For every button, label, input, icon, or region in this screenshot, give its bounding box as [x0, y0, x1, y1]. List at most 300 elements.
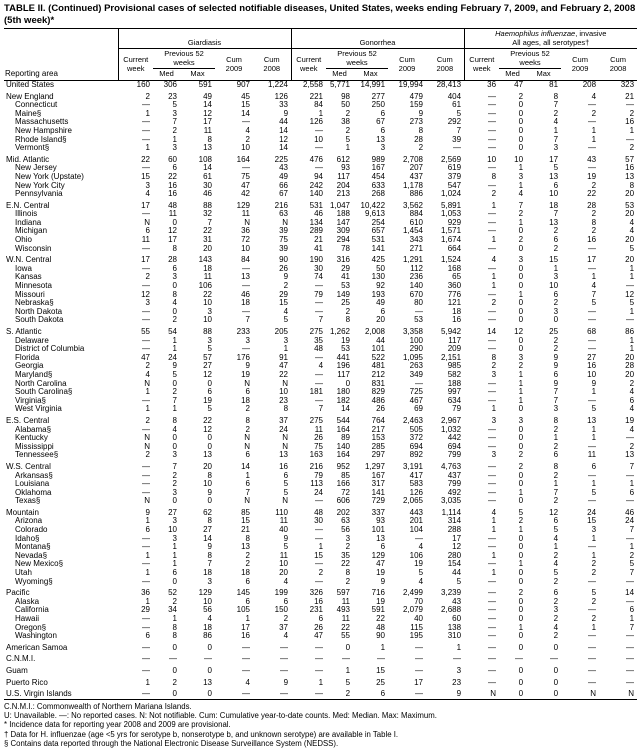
- value-cell: 5: [283, 488, 289, 497]
- value-cell: 2: [518, 461, 524, 471]
- value-cell: —: [488, 461, 497, 471]
- value-cell: N: [244, 442, 250, 451]
- value-cell: —: [315, 689, 324, 699]
- value-cell: —: [415, 689, 424, 699]
- value-cell: 4: [518, 190, 524, 199]
- value-cell: 1: [629, 264, 635, 273]
- value-cell: 1: [518, 623, 524, 632]
- value-cell: 7: [591, 290, 597, 299]
- table-row: [4, 480, 637, 489]
- value-cell: 7: [172, 118, 177, 127]
- value-cell: 90: [376, 632, 386, 641]
- table-row: [4, 236, 637, 245]
- current-week-header: Current week: [291, 49, 326, 81]
- value-cell: 8: [207, 517, 212, 526]
- value-cell: 1: [491, 200, 497, 210]
- value-cell: 2: [172, 316, 177, 325]
- value-cell: 4: [318, 362, 324, 371]
- value-cell: 5: [629, 244, 635, 253]
- value-cell: 39: [279, 244, 289, 253]
- value-cell: 8: [491, 353, 497, 362]
- value-cell: 1: [145, 388, 150, 397]
- table-row: [4, 316, 637, 325]
- value-cell: 1: [629, 126, 635, 135]
- value-cell: —: [626, 282, 635, 291]
- value-cell: 28: [625, 362, 635, 371]
- value-cell: 20: [625, 353, 635, 362]
- value-cell: 829: [371, 388, 386, 397]
- value-cell: 4: [172, 425, 177, 434]
- value-cell: 17: [414, 677, 424, 687]
- value-cell: 5: [629, 299, 635, 308]
- reporting-area-cell: Wyoming§: [15, 577, 53, 586]
- value-cell: 1: [553, 434, 559, 443]
- table-row: [4, 227, 637, 236]
- reporting-area-cell: Florida: [15, 353, 40, 362]
- value-cell: 18: [241, 569, 250, 578]
- value-cell: 126: [274, 91, 289, 101]
- value-cell: 1: [380, 642, 386, 652]
- max-header: Max: [363, 69, 378, 79]
- value-cell: —: [142, 689, 150, 699]
- value-cell: 0: [207, 497, 212, 506]
- value-cell: —: [488, 227, 497, 236]
- value-cell: —: [488, 642, 497, 652]
- value-cell: 664: [447, 244, 462, 253]
- value-cell: —: [488, 543, 497, 552]
- reporting-area-cell: Vermont§: [15, 144, 50, 153]
- value-cell: 14: [625, 588, 635, 598]
- value-cell: —: [626, 597, 635, 606]
- med-header: Med: [332, 69, 347, 79]
- value-cell: 75: [241, 172, 250, 181]
- value-cell: N: [628, 689, 635, 699]
- value-cell: —: [626, 101, 635, 110]
- value-cell: 985: [447, 362, 462, 371]
- value-cell: —: [588, 632, 597, 641]
- value-cell: 45: [241, 91, 250, 101]
- value-cell: 831: [371, 379, 386, 388]
- value-cell: —: [315, 164, 324, 173]
- value-cell: 1: [629, 543, 635, 552]
- value-cell: 4: [591, 282, 597, 291]
- value-cell: 0: [518, 569, 524, 578]
- value-cell: 0: [553, 642, 559, 652]
- value-cell: 3: [172, 109, 177, 118]
- value-cell: 0: [207, 434, 212, 443]
- value-cell: 3: [145, 299, 150, 308]
- value-cell: 126: [309, 118, 324, 127]
- value-cell: 2: [553, 615, 559, 623]
- value-cell: 12: [203, 109, 212, 118]
- value-cell: 49: [279, 172, 289, 181]
- previous-52-weeks-header: Previous 52 weeks: [326, 49, 388, 69]
- value-cell: —: [488, 244, 497, 253]
- value-cell: —: [142, 534, 150, 543]
- value-cell: 10: [203, 299, 212, 308]
- value-cell: 236: [409, 273, 424, 282]
- reporting-area-cell: Iowa: [15, 264, 32, 273]
- value-cell: 29: [279, 290, 289, 299]
- value-cell: 14: [203, 101, 212, 110]
- value-cell: 1: [553, 126, 559, 135]
- value-cell: 263: [409, 362, 424, 371]
- reporting-area-cell: Idaho§: [15, 534, 40, 543]
- value-cell: 582: [447, 370, 462, 379]
- value-cell: —: [280, 689, 289, 699]
- value-cell: 8: [207, 471, 212, 480]
- value-cell: 10: [241, 144, 250, 153]
- value-cell: 20: [625, 370, 635, 379]
- value-cell: 129: [236, 200, 250, 210]
- value-cell: 2: [491, 362, 497, 371]
- value-cell: 6: [553, 517, 559, 526]
- value-cell: 2: [491, 190, 497, 199]
- value-cell: 2,065: [402, 497, 424, 506]
- value-cell: 209: [447, 345, 462, 354]
- value-cell: 0: [172, 442, 177, 451]
- value-cell: 0: [518, 264, 524, 273]
- value-cell: 1: [172, 405, 177, 414]
- value-cell: 1: [591, 388, 597, 397]
- value-cell: 23: [452, 677, 462, 687]
- value-cell: 0: [207, 379, 212, 388]
- value-cell: 75: [279, 236, 289, 245]
- value-cell: 8: [172, 290, 177, 299]
- value-cell: 168: [447, 264, 462, 273]
- value-cell: 3: [207, 577, 212, 586]
- value-cell: 5: [418, 569, 424, 578]
- value-cell: 1: [283, 345, 289, 354]
- value-cell: 4: [145, 370, 150, 379]
- value-cell: —: [415, 534, 424, 543]
- footnotes: [4, 702, 637, 748]
- value-cell: 1: [172, 560, 177, 569]
- value-cell: 4: [553, 560, 559, 569]
- value-cell: 437: [447, 471, 462, 480]
- value-cell: 0: [172, 689, 177, 699]
- value-cell: 79: [314, 290, 324, 299]
- value-cell: 9: [456, 689, 462, 699]
- value-cell: 19: [376, 597, 386, 606]
- value-cell: 0: [172, 218, 177, 227]
- value-cell: 199: [274, 588, 289, 598]
- footnote: § Contains data reported through the National Electronic Disease Surveillance System (NEDSS).: [4, 738, 339, 748]
- value-cell: 86: [625, 327, 635, 336]
- value-cell: 2: [172, 126, 177, 135]
- value-cell: 6: [380, 543, 386, 552]
- reporting-area-cell: Texas§: [15, 497, 41, 506]
- value-cell: 404: [447, 91, 462, 101]
- value-cell: —: [488, 336, 497, 345]
- value-cell: —: [626, 677, 635, 687]
- value-cell: 18: [203, 569, 212, 578]
- value-cell: 16: [452, 316, 462, 325]
- value-cell: 3: [172, 273, 177, 282]
- value-cell: 892: [409, 451, 424, 460]
- value-cell: —: [488, 606, 497, 615]
- value-cell: 2: [518, 91, 524, 101]
- value-cell: 9: [172, 362, 177, 371]
- value-cell: 0: [553, 665, 559, 675]
- value-cell: 140: [336, 442, 351, 451]
- value-cell: —: [242, 642, 250, 652]
- value-cell: 62: [203, 507, 212, 517]
- value-cell: 2: [145, 451, 150, 460]
- value-cell: 193: [371, 290, 386, 299]
- value-cell: 20: [625, 210, 635, 219]
- value-cell: 12: [549, 507, 559, 517]
- value-cell: 6: [245, 597, 250, 606]
- value-cell: 776: [447, 290, 462, 299]
- value-cell: 117: [337, 172, 351, 181]
- reporting-area-cell: Hawaii: [15, 615, 40, 623]
- value-cell: 41: [341, 273, 351, 282]
- value-cell: 9: [380, 577, 386, 586]
- value-cell: 2: [245, 551, 250, 560]
- value-cell: 9: [591, 379, 597, 388]
- value-cell: 84: [314, 101, 324, 110]
- value-cell: 6: [629, 396, 635, 405]
- value-cell: 0: [172, 665, 177, 675]
- value-cell: —: [588, 307, 597, 316]
- value-cell: 53: [625, 200, 635, 210]
- reporting-area-cell: E.N. Central: [6, 200, 50, 210]
- value-cell: 26: [376, 405, 386, 414]
- value-cell: 0: [518, 101, 524, 110]
- value-cell: 1: [245, 471, 250, 480]
- value-cell: 188: [447, 379, 462, 388]
- value-cell: —: [488, 316, 497, 325]
- value-cell: 2: [145, 362, 150, 371]
- reporting-area-cell: Ohio: [15, 236, 32, 245]
- value-cell: 1,095: [402, 353, 424, 362]
- value-cell: 10,422: [360, 200, 386, 210]
- table-row: [4, 652, 637, 664]
- reporting-area-cell: Mountain: [6, 507, 39, 517]
- value-cell: 989: [371, 154, 386, 164]
- value-cell: 493: [336, 606, 351, 615]
- value-cell: 1: [591, 434, 597, 443]
- value-cell: 14: [341, 405, 351, 414]
- value-cell: 547: [447, 181, 462, 190]
- value-cell: 28: [587, 200, 597, 210]
- value-cell: 441: [336, 353, 351, 362]
- table-row: [4, 388, 637, 397]
- value-cell: 3: [591, 526, 597, 535]
- value-cell: —: [488, 488, 497, 497]
- value-cell: 12: [514, 327, 524, 336]
- value-cell: 23: [279, 396, 289, 405]
- value-cell: 1,178: [402, 181, 424, 190]
- value-cell: —: [488, 560, 497, 569]
- reporting-area-cell: California: [15, 606, 49, 615]
- value-cell: 70: [414, 597, 424, 606]
- value-cell: 297: [371, 451, 386, 460]
- value-cell: N: [244, 379, 250, 388]
- value-cell: 725: [409, 388, 424, 397]
- value-cell: 0: [518, 615, 524, 623]
- value-cell: —: [169, 654, 177, 664]
- value-cell: 2,463: [402, 415, 424, 425]
- value-cell: —: [142, 425, 150, 434]
- value-cell: —: [588, 164, 597, 173]
- value-cell: 1,571: [441, 227, 462, 236]
- value-cell: 2: [145, 273, 150, 282]
- table-row: [4, 273, 637, 282]
- value-cell: 7: [629, 526, 635, 535]
- reporting-area-cell: American Samoa: [6, 642, 68, 652]
- value-cell: 2: [553, 497, 559, 506]
- value-cell: 1,674: [441, 236, 462, 245]
- value-cell: 929: [447, 218, 462, 227]
- value-cell: 46: [241, 290, 250, 299]
- table-row: [4, 80, 637, 89]
- value-cell: 19: [625, 415, 635, 425]
- value-cell: N: [244, 497, 250, 506]
- value-cell: 56: [203, 606, 212, 615]
- med-header: Med: [159, 69, 174, 79]
- table-title: TABLE II. (Continued) Provisional cases of selected notifiable diseases, United States, weeks ending February 7, 2009, and February 2, 2008 (5th week)*: [4, 3, 636, 26]
- reporting-area-cell: E.S. Central: [6, 415, 50, 425]
- value-cell: 93: [341, 164, 351, 173]
- value-cell: 12: [625, 290, 635, 299]
- value-cell: 9: [283, 534, 289, 543]
- value-cell: 205: [274, 327, 289, 336]
- value-cell: N: [144, 442, 150, 451]
- value-cell: 486: [371, 396, 386, 405]
- value-cell: 164: [236, 154, 250, 164]
- value-cell: 22: [203, 227, 212, 236]
- table-row: [4, 624, 637, 633]
- value-cell: —: [488, 307, 497, 316]
- value-cell: 88: [203, 327, 212, 336]
- value-cell: 280: [447, 551, 462, 560]
- value-cell: 2,688: [441, 606, 462, 615]
- value-cell: N: [244, 218, 250, 227]
- value-cell: 442: [447, 434, 462, 443]
- value-cell: —: [488, 615, 497, 623]
- table-row: [4, 291, 637, 300]
- value-cell: 4: [283, 632, 289, 641]
- value-cell: 2: [553, 577, 559, 586]
- value-cell: 6: [172, 164, 177, 173]
- reporting-area-cell: Tennessee§: [15, 451, 59, 460]
- value-cell: 0: [518, 632, 524, 641]
- value-cell: 28: [168, 255, 177, 265]
- value-cell: 1: [145, 517, 150, 526]
- value-cell: —: [488, 534, 497, 543]
- value-cell: 19: [241, 370, 250, 379]
- value-cell: 93: [376, 517, 386, 526]
- value-cell: 326: [309, 588, 324, 598]
- value-cell: 46: [314, 210, 324, 219]
- value-cell: —: [488, 442, 497, 451]
- reporting-area-cell: Guam: [6, 665, 28, 675]
- value-cell: 2: [591, 227, 597, 236]
- value-cell: 24: [314, 488, 324, 497]
- value-cell: 1: [629, 345, 635, 354]
- value-cell: 16: [625, 164, 635, 173]
- value-cell: 0: [518, 126, 524, 135]
- value-cell: 425: [371, 255, 386, 265]
- value-cell: —: [342, 654, 351, 664]
- value-cell: —: [588, 345, 597, 354]
- reporting-area-cell: Maine§: [15, 109, 42, 118]
- reporting-area-cell: Washington: [15, 632, 57, 641]
- value-cell: 164: [336, 451, 351, 460]
- cum-2009-header: Cum 2009: [571, 54, 589, 73]
- value-cell: 9: [207, 543, 212, 552]
- value-cell: 285: [371, 442, 386, 451]
- value-cell: 13: [549, 218, 559, 227]
- value-cell: 2: [283, 282, 289, 291]
- value-cell: 11: [203, 273, 212, 282]
- value-cell: 6: [629, 606, 635, 615]
- value-cell: 20: [625, 190, 635, 199]
- value-cell: 1: [518, 560, 524, 569]
- value-cell: 3: [207, 307, 212, 316]
- value-cell: 48: [314, 345, 324, 354]
- value-cell: 1: [518, 218, 524, 227]
- value-cell: 275: [309, 415, 324, 425]
- value-cell: 13: [203, 677, 212, 687]
- value-cell: 3,358: [402, 327, 424, 336]
- value-cell: 48: [376, 623, 386, 632]
- value-cell: —: [280, 665, 289, 675]
- value-cell: —: [242, 264, 250, 273]
- value-cell: 23: [168, 91, 177, 101]
- value-cell: —: [142, 480, 150, 489]
- value-cell: 5: [207, 405, 212, 414]
- value-cell: 9: [207, 488, 212, 497]
- value-cell: 9: [553, 353, 559, 362]
- value-cell: 531: [371, 236, 386, 245]
- value-cell: 12: [279, 135, 289, 144]
- value-cell: 323: [599, 80, 637, 89]
- table-row: [4, 434, 637, 443]
- value-cell: 5: [518, 507, 524, 517]
- value-cell: —: [142, 118, 150, 127]
- value-cell: 147: [336, 218, 351, 227]
- value-cell: 21: [625, 91, 635, 101]
- value-cell: 10: [168, 526, 177, 535]
- value-cell: 27: [587, 353, 597, 362]
- value-cell: 27: [203, 526, 212, 535]
- value-cell: 0: [172, 282, 177, 291]
- reporting-area-cell: Utah: [15, 569, 32, 578]
- value-cell: 583: [409, 480, 424, 489]
- value-cell: 597: [336, 588, 351, 598]
- value-cell: 2,708: [402, 154, 424, 164]
- table-row: [4, 615, 637, 624]
- table-header: [4, 29, 637, 81]
- value-cell: 10: [549, 190, 559, 199]
- value-cell: 216: [309, 461, 324, 471]
- value-cell: 88: [203, 200, 212, 210]
- value-cell: 3: [172, 517, 177, 526]
- value-cell: 612: [336, 154, 351, 164]
- value-cell: 25: [341, 299, 351, 308]
- value-cell: 6: [172, 569, 177, 578]
- value-cell: 1: [591, 135, 597, 144]
- value-cell: 53: [414, 316, 424, 325]
- value-cell: 1: [491, 405, 497, 414]
- value-cell: —: [315, 307, 324, 316]
- value-cell: 126: [409, 488, 424, 497]
- table-row: [4, 460, 637, 472]
- value-cell: 2: [553, 471, 559, 480]
